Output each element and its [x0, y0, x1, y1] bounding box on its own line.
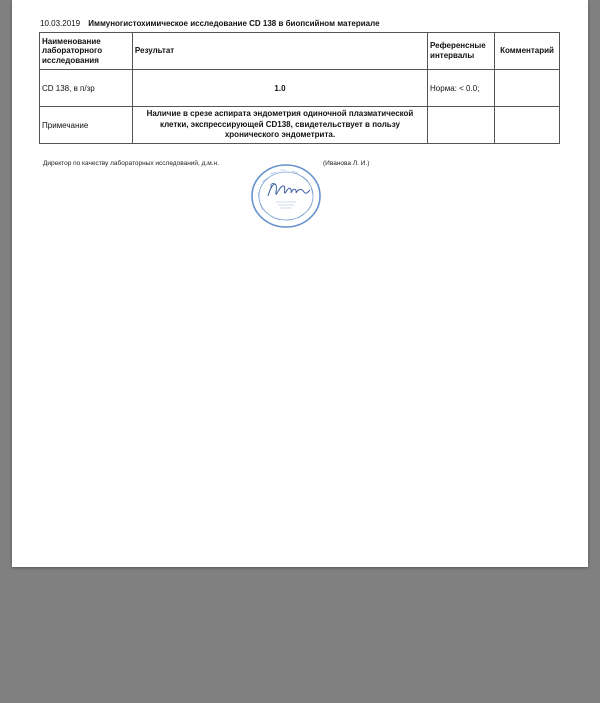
report-date: 10.03.2019: [40, 19, 81, 28]
cell-note-empty-2: [495, 107, 560, 144]
document-page: [12, 0, 588, 567]
report-title: Иммуногистохимическое исследование CD 138 в биопсийном материале: [88, 19, 380, 28]
header-comment: Комментарий: [495, 33, 560, 70]
signature-line: [43, 160, 443, 167]
cell-note-text: Наличие в срезе аспирата эндометрия одиночной плазматической клетки, экспрессирующей CD138, свидетельствует в пользу хронического эндометрита.: [132, 107, 427, 144]
report-heading: [40, 19, 380, 28]
table-row: [40, 70, 560, 107]
cell-note-label: Примечание: [40, 107, 133, 144]
signatory-name: (Иванова Л. И.): [323, 160, 370, 167]
cell-comment: [495, 70, 560, 107]
header-reference: Референсные интервалы: [428, 33, 495, 70]
cell-result: 1.0: [132, 70, 427, 107]
header-test-name: Наименование лабораторного исследования: [40, 33, 133, 70]
stamp-seal-icon: [250, 162, 322, 228]
results-table: [39, 32, 560, 144]
cell-note-empty-1: [428, 107, 495, 144]
header-result: Результат: [132, 33, 427, 70]
cell-test-name: CD 138, в п/зр: [40, 70, 133, 107]
signatory-position: Директор по качеству лабораторных исследований, д.м.н.: [43, 160, 219, 167]
table-header-row: [40, 33, 560, 70]
table-note-row: [40, 107, 560, 144]
cell-reference: Норма: < 0.0;: [428, 70, 495, 107]
